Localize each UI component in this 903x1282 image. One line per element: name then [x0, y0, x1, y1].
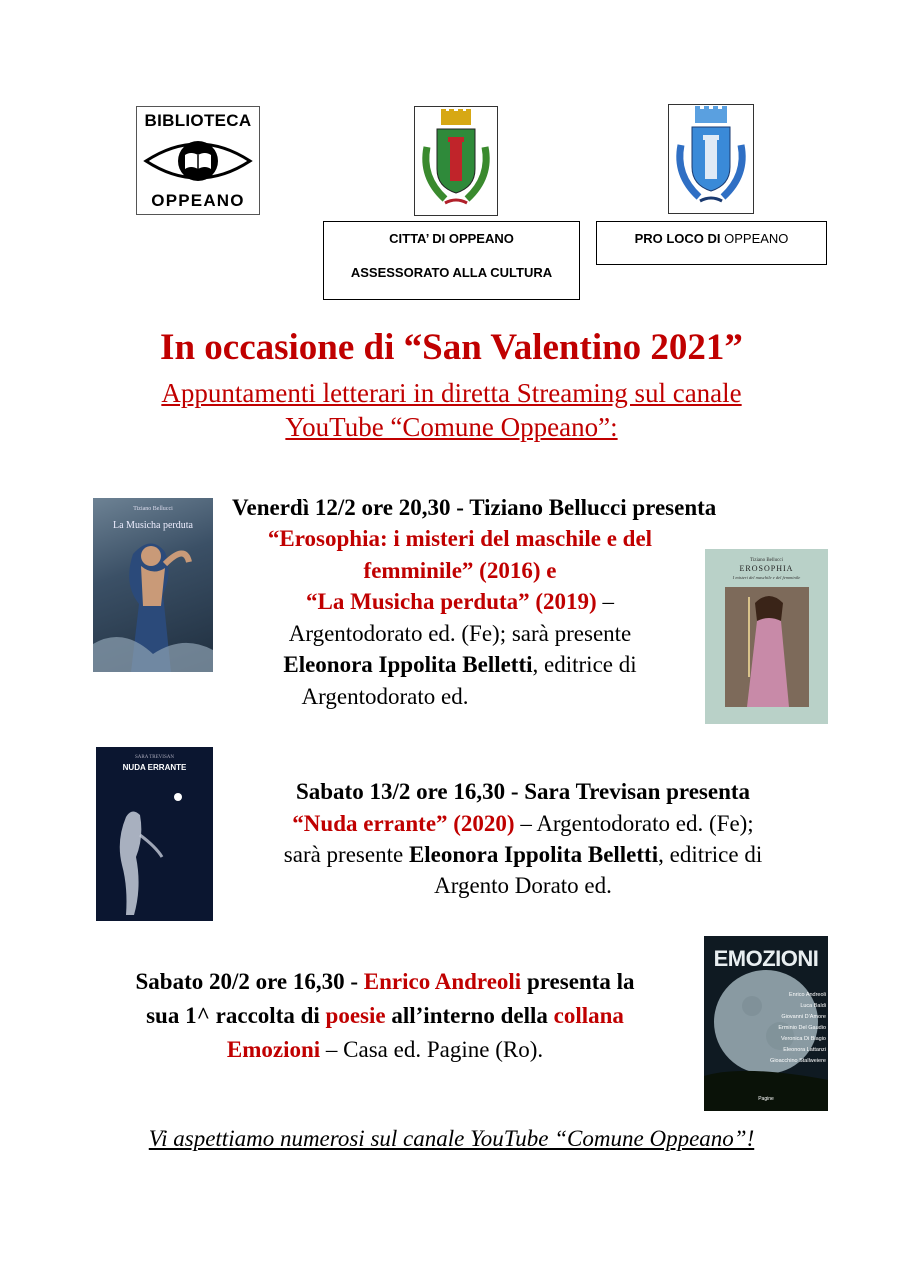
event-2-guest-publisher: Argento Dorato ed.	[434, 873, 612, 898]
event-1-guest-name: Eleonora Ippolita Belletti	[283, 652, 533, 677]
event-1-book-title: “Erosophia: i misteri del maschile e del	[267, 526, 653, 551]
event-2-guest-prefix: sarà presente	[283, 842, 409, 867]
book-cover-emozioni	[704, 936, 828, 1111]
subtitle-line-2: YouTube “Comune Oppeano”:	[285, 412, 618, 442]
event-1-publisher: Argentodorato ed. (Fe); sarà presente	[288, 621, 632, 646]
eye-book-icon	[143, 133, 253, 189]
event-3-collection-name: Emozioni	[226, 1037, 321, 1062]
event-2-book	[230, 808, 816, 839]
book-cover-la-musicha-perduta	[93, 498, 213, 672]
event-2-guest-role: , editrice di	[658, 842, 763, 867]
cover-2-title: EROSOPHIA	[739, 564, 794, 573]
cover-2-subtitle: I misteri del maschile e del femminile	[732, 575, 801, 580]
cover-4-author: Gioacchino Stallweiere	[770, 1058, 826, 1064]
event-2-guest	[230, 839, 816, 870]
cover-4-author: Veronica Di Biagio	[781, 1036, 826, 1042]
event-3-date: Sabato 20/2 ore 16,30 -	[135, 969, 364, 994]
cover-4-author: Erminio Del Gaudio	[778, 1025, 826, 1031]
closing-text: Vi aspettiamo numerosi sul canale YouTube “Comune Oppeano”!	[148, 1126, 755, 1151]
cover-4-title: EMOZIONI	[713, 946, 819, 971]
event-1-book-title-cont: femminile” (2016) e	[363, 558, 557, 583]
event-3-poesie: poesie	[325, 1003, 386, 1028]
event-2-publisher: – Argentodorato ed. (Fe);	[514, 811, 754, 836]
event-1-heading: Venerdì 12/2 ore 20,30 - Tiziano Bellucci presenta	[232, 495, 717, 520]
proloco-box	[596, 221, 827, 265]
cover-4-author-list	[744, 990, 826, 1067]
event-1-guest	[222, 649, 698, 680]
biblioteca-logo	[136, 106, 260, 215]
event-1-dash: –	[596, 589, 614, 614]
cover-4-author: Giovanni D’Amore	[781, 1014, 826, 1020]
event-1-second-book	[222, 586, 698, 617]
event-2-book-title: “Nuda errante” (2020)	[292, 811, 515, 836]
page-title: In occasione di “San Valentino 2021”	[160, 327, 743, 368]
comune-box	[323, 221, 580, 300]
event-3-author: Enrico Andreoli	[363, 969, 522, 994]
oppeano-coat-of-arms	[414, 106, 498, 216]
coat-of-arms-icon	[415, 107, 497, 215]
page-subtitle	[0, 376, 903, 444]
cover-4-author: Eleonora Lattanzi	[783, 1047, 826, 1053]
book-cover-erosophia	[705, 549, 828, 724]
closing-message	[0, 1126, 903, 1152]
event-3-heading	[70, 966, 700, 997]
biblioteca-logo-town: OPPEANO	[151, 191, 245, 210]
comune-name: CITTA’ DI OPPEANO	[389, 231, 514, 246]
proloco-name-bold: PRO LOCO DI	[634, 231, 721, 246]
event-2-heading: Sabato 13/2 ore 16,30 - Sara Trevisan presenta	[295, 779, 751, 804]
cover-1-title: La Musicha perduta	[113, 520, 193, 531]
subtitle-line-1: Appuntamenti letterari in diretta Streaming sul canale	[161, 378, 742, 408]
coat-of-arms-blue-icon	[669, 105, 753, 213]
event-1-guest-publisher: Argentodorato ed.	[301, 684, 469, 709]
cover-3-author: SARA TREVISAN	[135, 755, 174, 760]
biblioteca-logo-title: BIBLIOTECA	[144, 111, 252, 130]
cover-4-publisher: Pagine	[758, 1096, 774, 1102]
event-3-collection	[70, 1034, 700, 1065]
nude-figure-moon-illustration	[96, 777, 213, 921]
event-3-presents: presenta la	[521, 969, 635, 994]
event-1-guest-role: , editrice di	[532, 652, 637, 677]
event-1-second-book-title: “La Musicha perduta” (2019)	[306, 589, 597, 614]
event-2-guest-name: Eleonora Ippolita Belletti	[408, 842, 659, 867]
cover-4-author: Luca Baldi	[800, 1003, 826, 1009]
event-3-description	[70, 1000, 700, 1031]
event-3-publisher: – Casa ed. Pagine (Ro).	[320, 1037, 544, 1062]
cover-1-author: Tiziano Bellucci	[133, 506, 173, 512]
proloco-name-rest: OPPEANO	[720, 231, 789, 246]
event-3-collana: collana	[553, 1003, 624, 1028]
cover-3-title: NUDA ERRANTE	[122, 763, 187, 772]
assessorato-name: ASSESSORATO ALLA CULTURA	[350, 265, 553, 280]
proloco-coat-of-arms	[668, 104, 754, 214]
book-cover-nuda-errante	[96, 747, 213, 921]
painting-woman-illustration	[725, 587, 809, 707]
event-3-desc-b: all’interno della	[385, 1003, 554, 1028]
event-3-desc-a: sua 1^ raccolta di	[146, 1003, 326, 1028]
woman-figure-illustration	[93, 534, 213, 672]
cover-2-author: Tiziano Bellucci	[749, 558, 783, 563]
proloco-name	[597, 231, 826, 246]
cover-4-author: Enrico Andreoli	[789, 992, 826, 998]
